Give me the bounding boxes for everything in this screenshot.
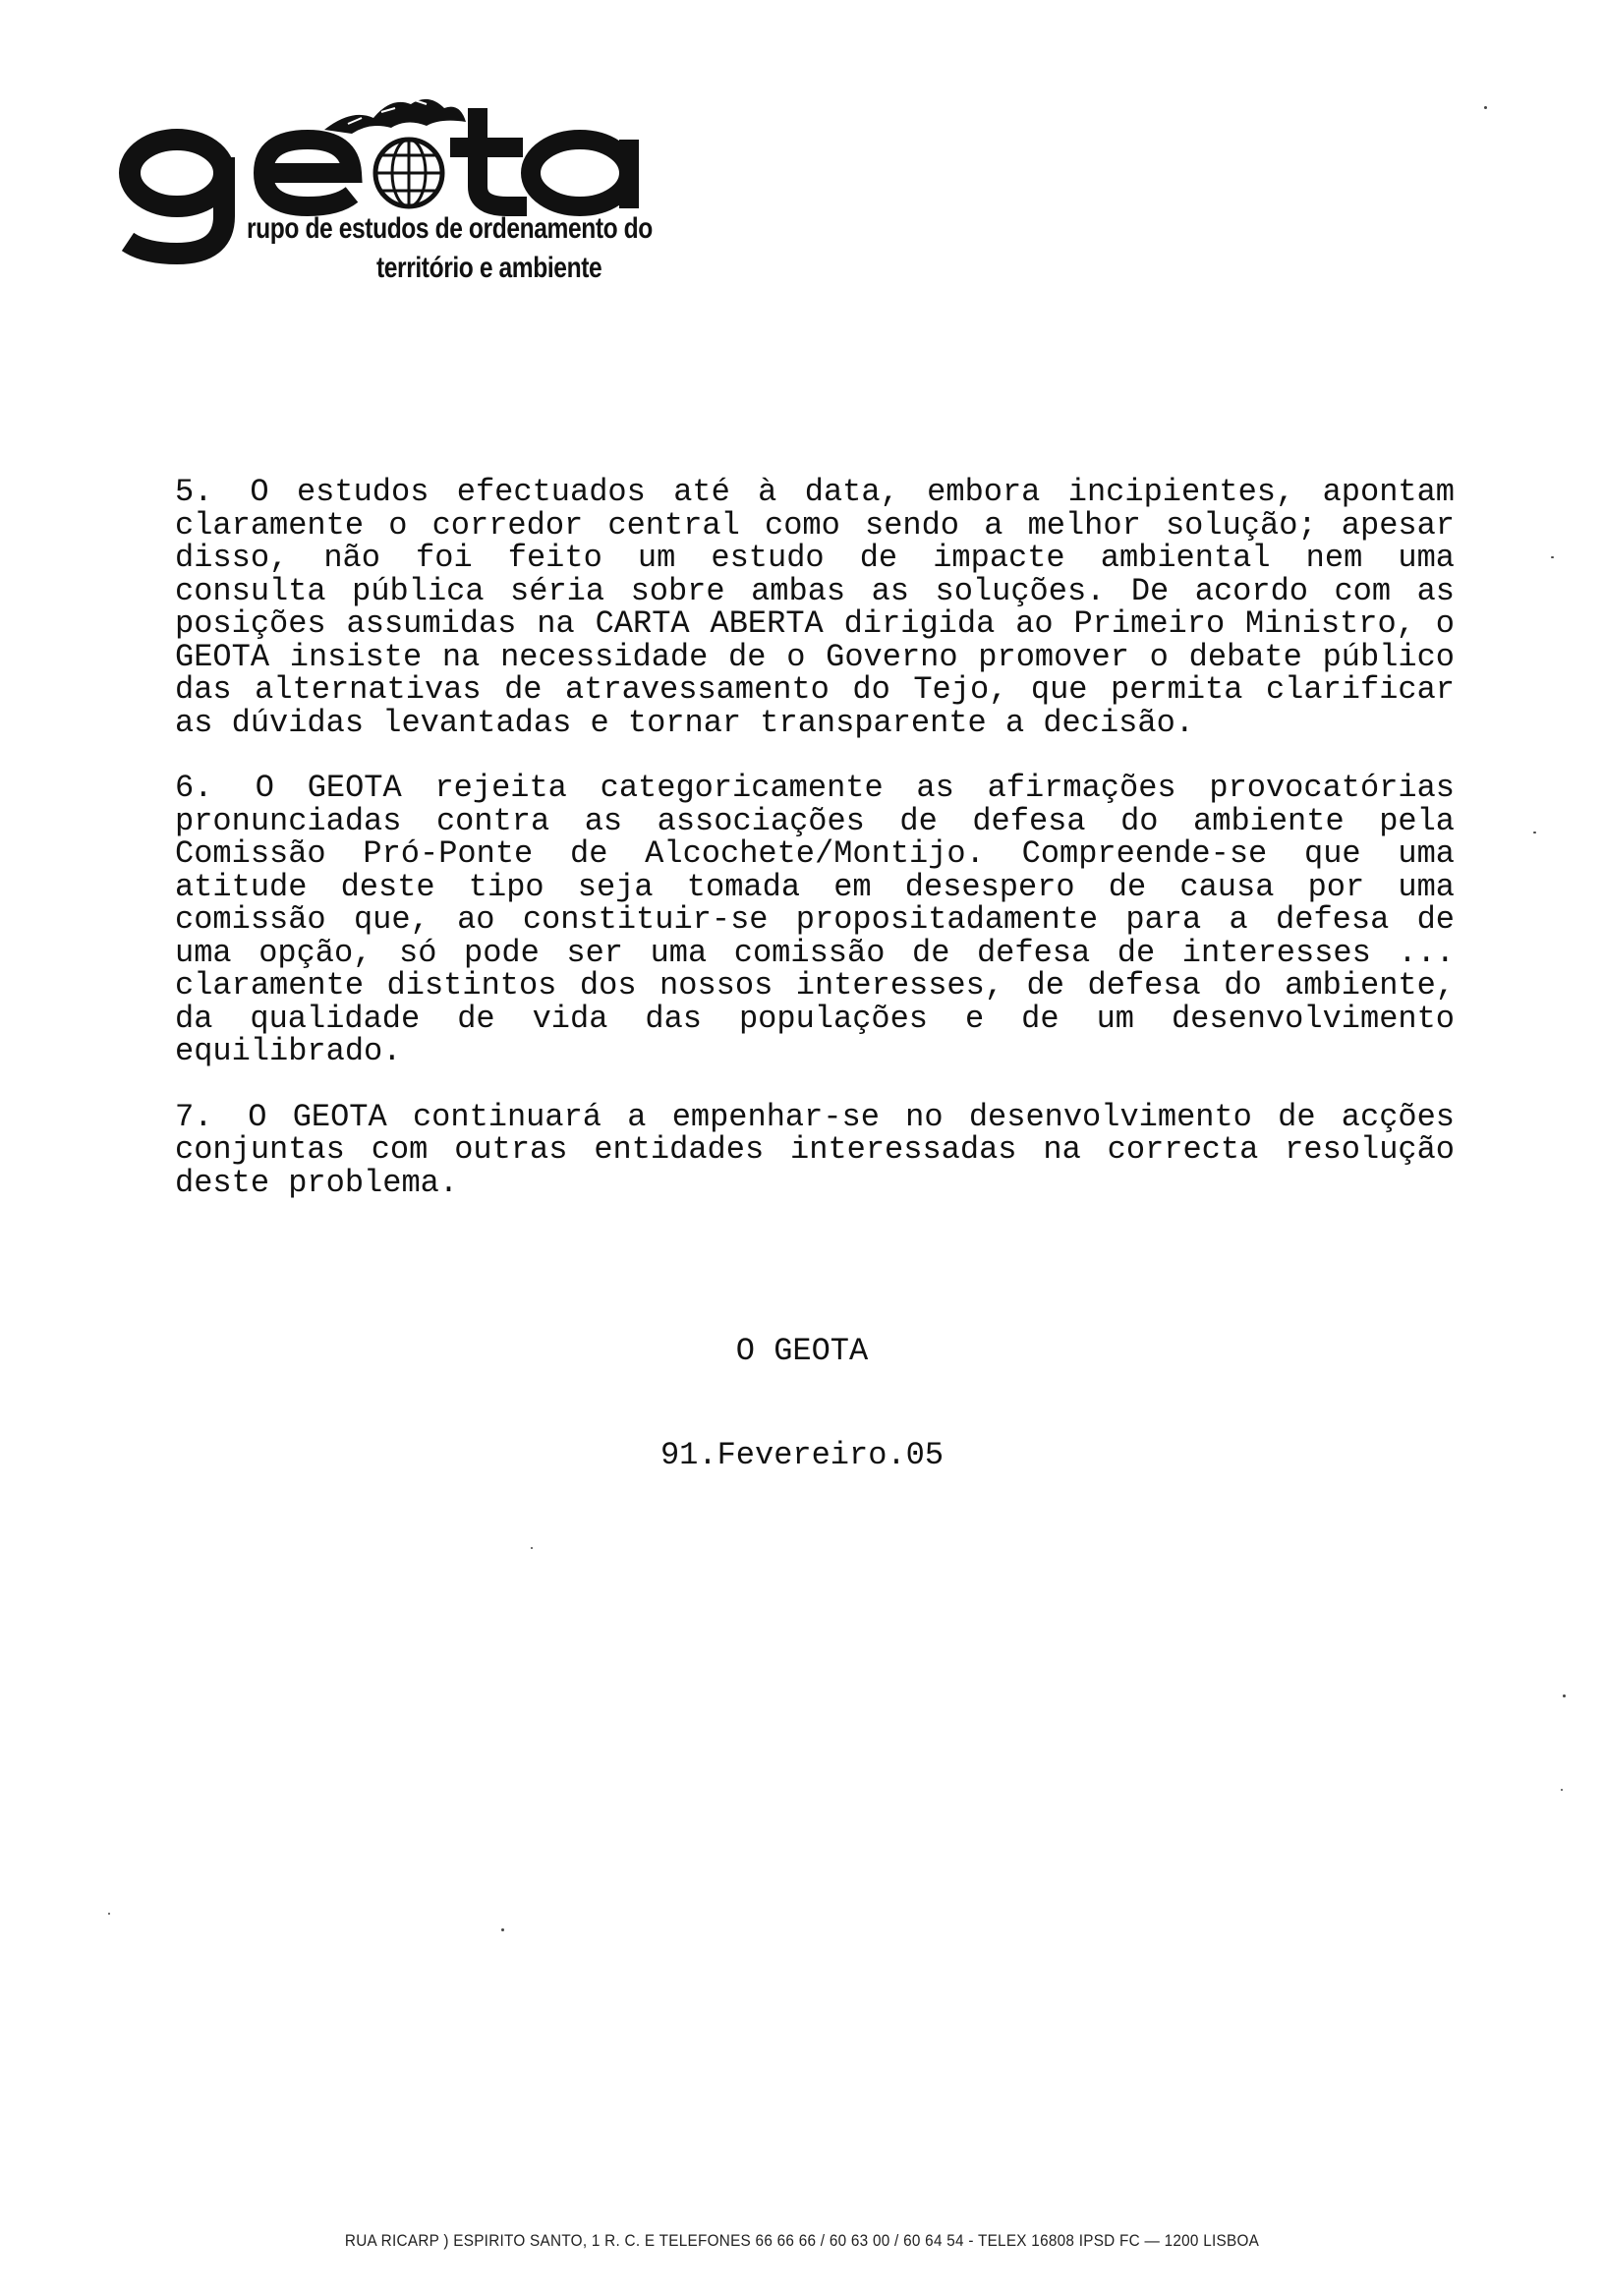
scan-speck [531, 1547, 533, 1549]
paragraph-text: O GEOTA continuará a empenhar-se no desenvolvimento de acções conjuntas com outras entidades interessadas na correcta resolução deste problema. [175, 1098, 1456, 1201]
logo-letter-e [263, 140, 352, 206]
scan-speck [501, 1928, 504, 1931]
paragraph-number: 6. [175, 770, 213, 806]
scan-speck [108, 1913, 110, 1915]
scan-speck [1484, 106, 1487, 109]
paragraph-number: 7. [175, 1098, 213, 1135]
paragraph-text: O estudos efectuados até à data, embora incipientes, apontam claramente o corredor central como sendo a melhor solução; apesar disso, não foi feito um estudo de impacte ambiental nem uma consulta pública séria sobre ambas as soluções. De acordo com as posições assumidas na CARTA ABERTA dirigida ao Primeiro Ministro, o GEOTA insiste na necessidade de o Governo promover o debate público das alternativas de atravessamento do Tejo, que permita clarificar as dúvidas levantadas e tornar transparente a decisão. [175, 474, 1456, 741]
paragraph-7 [175, 1098, 1456, 1201]
paragraph-6 [175, 772, 1455, 1068]
scan-speck [1563, 1694, 1566, 1697]
signature-name: O GEOTA [735, 1333, 869, 1369]
org-name-line1: rupo de estudos de ordenamento do [247, 212, 653, 245]
signature-date: 91.Fevereiro.05 [659, 1437, 945, 1473]
paragraph-5 [175, 476, 1455, 739]
footer-address: RUA RICARP ) ESPIRITO SANTO, 1 R. C. E TELEFONES 66 66 66 / 60 63 00 / 60 64 54 - TELEX 16808 IPSD FC — 1200 LISBOA [344, 2231, 1260, 2250]
letter-body [175, 476, 1455, 1232]
paragraph-text: O GEOTA rejeita categoricamente as afirmações provocatórias pronunciadas contra as associações de defesa do ambiente pela Comissão Pró-Ponte de Alcochete/Montijo. Compreende-se que uma atitude deste tipo seja tomada em desespero de causa por uma comissão que, ao constituir-se propositadamente para a defesa de uma opção, só pode ser uma comissão de defesa de interesses ... claramente distintos dos nossos interesses, de defesa do ambiente, da qualidade de vida das populações e de um desenvolvimento equilibrado. [175, 770, 1456, 1069]
scan-speck [1561, 1789, 1563, 1791]
scan-speck [1551, 556, 1554, 558]
scan-speck [1533, 832, 1536, 833]
org-name-line2: território e ambiente [376, 252, 602, 284]
logo-letter-a [531, 140, 629, 208]
logo-letter-t [450, 108, 527, 206]
paragraph-number: 5. [175, 474, 213, 510]
letterhead [116, 79, 666, 295]
logo-letter-g [128, 140, 224, 254]
